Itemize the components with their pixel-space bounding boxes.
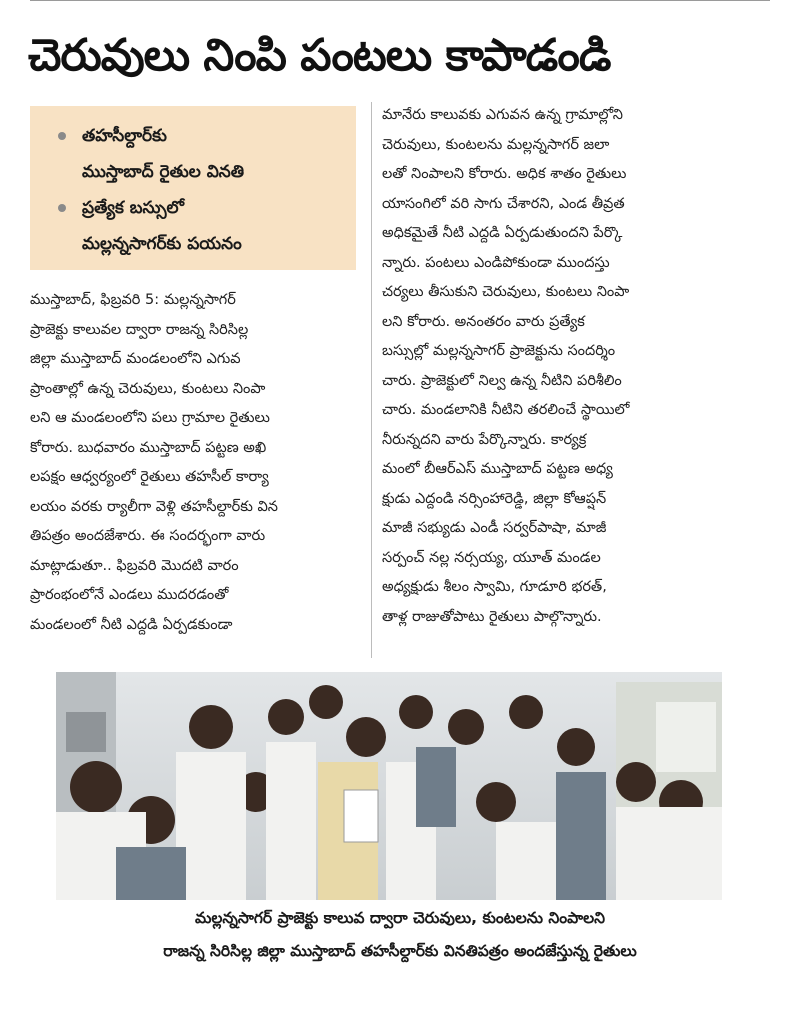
body-line: చారు. ప్రాజెక్టులో నిల్వ ఉన్న నీటిని పరిశీలిం (382, 372, 622, 389)
body-line: లతో నింపాలని కోరారు. అధిక శాతం రైతులు (382, 166, 627, 182)
body-line: అధ్యక్షుడు శీలం స్వామి, గూడూరి భరత్, (382, 579, 607, 595)
photo-caption (40, 902, 760, 968)
farmers-group-photo (56, 672, 722, 900)
body-line: ముస్తాబాద్, ఫిబ్రవరి 5: మల్లన్నసాగర్ (30, 292, 236, 308)
body-line: చెరువులు, కుంటలను మల్లన్నసాగర్ జలా (382, 136, 610, 153)
article-body-left (30, 286, 360, 640)
body-line: మంలో బీఆర్ఎస్ ముస్తాబాద్ పట్టణ అధ్య (382, 461, 613, 477)
highlight-item (52, 118, 346, 190)
body-line: మండలంలో నీటి ఎద్దడి ఏర్పడకుండా (30, 616, 233, 633)
body-line: లపక్షం ఆధ్వర్యంలో రైతులు తహసీల్ కార్యా (30, 469, 269, 485)
body-line: తాళ్ల రాజుతోపాటు రైతులు పాల్గొన్నారు. (382, 608, 602, 625)
body-line: లని ఆ మండలంలోని పలు గ్రామాల రైతులు (30, 410, 270, 426)
body-line: సర్పంచ్ నల్ల నర్సయ్య, యూత్ మండల (382, 549, 601, 566)
body-line: తిపత్రం అందజేశారు. ఈ సందర్భంగా వారు (30, 528, 266, 544)
body-line: న్నారు. పంటలు ఎండిపోకుండా ముందస్తు (382, 254, 610, 271)
caption-line: మల్లన్నసాగర్ ప్రాజెక్టు కాలువ ద్వారా చెరువులు, కుంటలను నింపాలని (195, 909, 605, 927)
body-line: ప్రాజెక్టు కాలువల ద్వారా రాజన్న సిరిసిల్ల (30, 321, 249, 338)
article-body-right (382, 101, 722, 632)
news-photo (56, 672, 722, 900)
bullet-icon (58, 204, 66, 212)
body-line: లని కోరారు. అనంతరం వారు ప్రత్యేక (382, 313, 585, 330)
body-line: ప్రారంభంలోనే ఎండలు ముదరడంతో (30, 587, 229, 603)
body-line: క్షుడు ఎద్దండి నర్సింహారెడ్డి, జిల్లా కోఆప్షన్ (382, 490, 607, 507)
body-line: కోరారు. బుధవారం ముస్తాబాద్ పట్టణ అఖి (30, 439, 267, 456)
highlight-line: ముస్తాబాద్ రైతుల వినతి (82, 162, 245, 182)
body-line: మానేరు కాలువకు ఎగువన ఉన్న గ్రామాల్లోని (382, 107, 623, 123)
body-line: మాజీ సభ్యుడు ఎండీ సర్వర్‌పాషా, మాజీ (382, 520, 607, 536)
caption-line: రాజన్న సిరిసిల్ల జిల్లా ముస్తాబాద్ తహసీల్దార్‌కు వినతిపత్రం అందజేస్తున్న రైతులు (163, 942, 637, 960)
highlight-item (52, 190, 346, 262)
body-line: నీరున్నదని వారు పేర్కొన్నారు. కార్యక్ర (382, 431, 587, 448)
body-line: చారు. మండలానికి నీటిని తరలించే స్థాయిలో (382, 402, 630, 418)
bullet-icon (58, 132, 66, 140)
highlight-line: తహసీల్దార్‌కు (82, 126, 167, 146)
highlight-line: ప్రత్యేక బస్సులో (82, 198, 185, 218)
body-line: యాసంగిలో వరి సాగు చేశారని, ఎండ తీవ్రత (382, 195, 625, 212)
body-line: బస్సుల్లో మల్లన్నసాగర్ ప్రాజెక్టును సందర్శిం (382, 343, 616, 359)
body-line: లయం వరకు ర్యాలీగా వెళ్లి తహసీల్దార్‌కు విన (30, 498, 278, 515)
body-line: జిల్లా ముస్తాబాద్ మండలంలోని ఎగువ (30, 351, 241, 367)
top-rule (30, 0, 770, 1)
body-line: మాట్లాడుతూ.. ఫిబ్రవరి మొదటి వారం (30, 557, 239, 574)
highlight-line: మల్లన్నసాగర్‌కు పయనం (82, 234, 242, 254)
body-line: ప్రాంతాల్లో ఉన్న చెరువులు, కుంటలు నింపా (30, 380, 266, 397)
body-line: అధికమైతే నీటి ఎద్దడి ఏర్పడుతుందని పేర్కొ (382, 225, 623, 241)
column-divider (371, 102, 372, 658)
headline: చెరువులు నింపి పంటలు కాపాడండి (28, 30, 611, 81)
body-line: చర్యలు తీసుకుని చెరువులు, కుంటలు నింపా (382, 284, 630, 300)
highlights-box (30, 106, 356, 270)
